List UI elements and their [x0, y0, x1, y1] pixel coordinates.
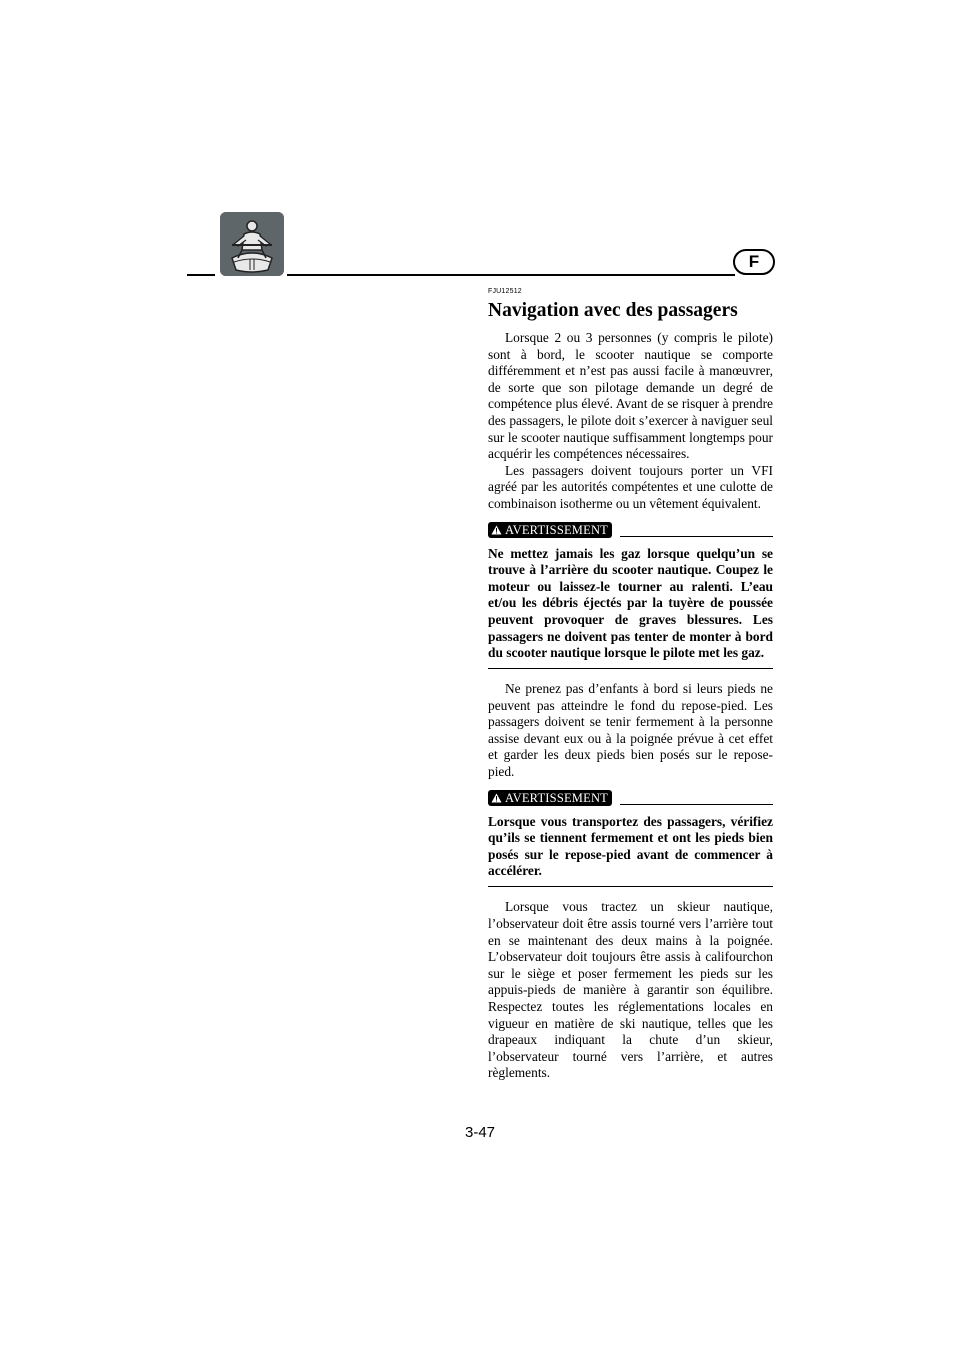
warning-triangle-icon	[491, 525, 502, 535]
warning-header-2	[488, 789, 773, 807]
paragraph-4: Lorsque vous tractez un skieur nautique, l’observateur doit être assis tourné vers l’arrière tout en se maintenant des deux mains à la poignée. L’observateur doit toujours être assis à califourchon sur le siège et poser fermement les pieds sur les appuis-pieds de manière à garantir son équilibre. Respectez toutes les réglementations locales en vigueur en matière de ski nautique, telles que les drapeaux indiquant la chute d’un skieur, l’observateur tourné vers l’arrière, et autres règlements.	[488, 899, 773, 1081]
page-number: 3-47	[464, 1124, 496, 1141]
language-badge: F	[733, 249, 775, 275]
header-rule-left	[187, 274, 215, 276]
header-rule-right	[287, 274, 735, 276]
warning-header-rule-2	[620, 804, 773, 805]
paragraph-1: Lorsque 2 ou 3 personnes (y compris le pilote) sont à bord, le scooter nautique se comporte différemment et n’est pas aussi facile à manœuvrer, de sorte que son pilotage demande un degré de compétence plus élevé. Avant de se risquer à prendre des passagers, le pilote doit s’exercer à naviguer seul sur le scooter nautique suffisamment longtemps pour acquérir les compétences nécessaires.	[488, 330, 773, 462]
warning-header	[488, 521, 773, 539]
warning-badge-2	[488, 790, 612, 806]
warning-end-rule-2	[488, 886, 773, 887]
warning-text-1: Ne mettez jamais les gaz lorsque quelqu’un se trouve à l’arrière du scooter nautique. Coupez le moteur ou laissez-le tourner au ralenti. L’eau et/ou les débris éjectés par la tuyère de poussée peuvent provoquer de graves blessures. Les passagers ne doivent pas tenter de monter à bord du scooter nautique lorsque le pilote met les gaz.	[488, 545, 773, 661]
paragraph-2: Les passagers doivent toujours porter un VFI agréé par les autorités compétentes et une culotte de combinaison isotherme ou un vêtement équivalent.	[488, 462, 773, 511]
warning-label-2: AVERTISSEMENT	[505, 790, 609, 805]
warning-label: AVERTISSEMENT	[505, 522, 609, 537]
warning-triangle-icon	[491, 793, 502, 803]
warning-end-rule	[488, 668, 773, 669]
warning-badge	[488, 522, 612, 538]
section-code: FJU12512	[488, 288, 522, 295]
paragraph-3: Ne prenez pas d’enfants à bord si leurs pieds ne peuvent pas atteindre le fond du repose-pied. Les passagers doivent se tenir fermement à la personne assise devant eux ou à la poignée prévue à cet effet et garder les deux pieds bien posés sur le repose-pied.	[488, 681, 773, 780]
section-title: Navigation avec des passagers	[488, 300, 738, 321]
jet-ski-rider-icon	[220, 212, 284, 276]
warning-text-2: Lorsque vous transportez des passagers, vérifiez qu’ils se tiennent fermement et ont les pieds bien posés sur le repose-pied avant de commencer à accélérer.	[488, 813, 773, 879]
main-content	[488, 286, 773, 1082]
warning-header-rule	[620, 536, 773, 537]
